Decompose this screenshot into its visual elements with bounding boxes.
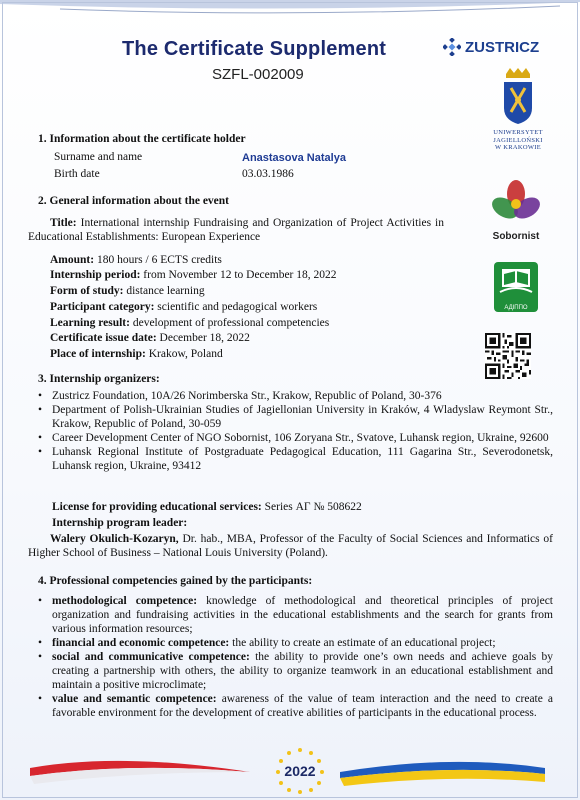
section-2-heading: 2. General information about the event: [38, 195, 230, 207]
category-value: scientific and pedagogical workers: [157, 301, 318, 313]
zustricz-brand-text: ZUSTRICZ: [465, 38, 540, 56]
period-label: Internship period:: [50, 269, 141, 281]
organizers-list: [36, 389, 553, 473]
period-value: from November 12 to December 18, 2022: [143, 269, 337, 281]
result-row: [50, 316, 329, 330]
section-3-heading: 3. Internship organizers:: [38, 373, 160, 385]
event-title-label: Title:: [50, 217, 77, 229]
form-value: distance learning: [126, 285, 205, 297]
organizer-item: • Luhansk Regional Institute of Postgraduate Pedagogical Education, 111 Gagarina Str., Severodonetsk, Luhansk region, Ukraine, 93412: [36, 445, 553, 473]
competency-text: the ability to create an estimate of an educational project;: [232, 637, 496, 649]
competency-label: methodological competence:: [52, 595, 198, 607]
result-value: development of professional competencies: [132, 317, 330, 329]
uj-name-line-1: UNIWERSYTET: [493, 129, 543, 136]
license-row: [52, 500, 362, 514]
surname-label: Surname and name: [54, 151, 143, 163]
form-label: Form of study:: [50, 285, 124, 297]
competency-item: [36, 692, 553, 720]
uj-name-line-3: W KRAKOWIE: [494, 144, 542, 151]
issue-date-row: [50, 331, 250, 345]
document-title: The Certificate Supplement: [122, 38, 387, 60]
year-label: 2022: [284, 763, 316, 779]
uj-name-line-2: JAGIELLOŃSKI: [493, 136, 543, 144]
result-label: Learning result:: [50, 317, 130, 329]
leader-label: [52, 516, 187, 530]
adippo-label: АДІППО: [504, 305, 528, 311]
form-row: [50, 284, 205, 298]
leader-paragraph: [28, 532, 553, 560]
organizer-item: • Department of Polish-Ukrainian Studies of Jagiellonian University in Kraków, 4 Wladyslaw Reymont Str., Krakow, Republic of Poland, 30-059: [36, 403, 553, 431]
amount-value: 180 hours / 6 ECTS credits: [96, 254, 222, 266]
birth-date-value: 03.03.1986: [242, 168, 294, 180]
competency-item: [36, 636, 553, 650]
event-title-text: International internship Fundraising and Organization of Project Activities in Educational Establishments: European Experience: [28, 217, 444, 243]
sobornist-emblem-icon: [491, 178, 541, 226]
place-value: Krakow, Poland: [148, 348, 223, 360]
category-label: Participant category:: [50, 301, 155, 313]
place-row: [50, 347, 223, 361]
competency-label: social and communicative competence:: [52, 651, 250, 663]
competency-text: the ability to provide one’s own needs and achieve goals by creating a partnership with others, the ability to organize teamwork in an educational establishment and maintain a positive microclimate;: [52, 651, 554, 691]
organizer-item: • Career Development Center of NGO Sobornist, 106 Zoryana Str., Svatove, Luhansk region, Ukraine, 92600: [36, 431, 553, 445]
competency-item: [36, 650, 553, 692]
competency-text: knowledge of methodological and theoretical principles of project organization and fundraising activities in the educational establishments and the search for grants from various information resources;: [52, 595, 553, 635]
sobornist-logo: [480, 178, 552, 242]
surname-value: Anastasova Natalya: [242, 152, 346, 164]
birth-date-label: Birth date: [54, 168, 100, 180]
period-row: [50, 268, 337, 282]
amount-row: [50, 253, 222, 267]
sobornist-label: Sobornist: [492, 231, 540, 242]
section-1-heading: 1. Information about the certificate holder: [38, 133, 246, 145]
competency-text: awareness of the value of team interaction and the need to create a favorable environment for the development of creative abilities of participants in the educational process.: [52, 693, 554, 719]
uj-crest-icon: [498, 68, 538, 124]
year-badge: [270, 746, 330, 794]
competency-label: financial and economic competence:: [52, 637, 230, 649]
competency-label: value and semantic competence:: [52, 693, 217, 705]
adippo-logo: [486, 262, 546, 323]
leader-label-text: Internship program leader:: [52, 517, 188, 529]
license-value: Series АГ № 508622: [264, 501, 362, 513]
leader-description: Dr. hab., MBA, Professor of the Faculty of Social Sciences and Informatics of Higher School of Business – National Louis University (Poland).: [28, 533, 554, 559]
issue-date-label: Certificate issue date:: [50, 332, 157, 344]
category-row: [50, 300, 317, 314]
certificate-code: SZFL-002009: [212, 66, 304, 83]
amount-label: Amount:: [50, 254, 95, 266]
section-4-heading: 4. Professional competencies gained by the participants:: [38, 575, 313, 587]
competency-item: [36, 594, 553, 636]
qr-code: [485, 333, 531, 379]
license-label: License for providing educational services:: [52, 501, 262, 513]
jagiellonian-university-logo: [486, 68, 550, 152]
zustricz-mark-icon: [443, 38, 461, 56]
leader-name: Walery Okulich-Kozaryn,: [50, 533, 179, 545]
event-title-paragraph: [28, 216, 444, 244]
competencies-list: [36, 594, 553, 720]
place-label: Place of internship:: [50, 348, 146, 360]
zustricz-logo: [443, 38, 539, 56]
organizer-item: • Zustricz Foundation, 10A/26 Norimberska Str., Krakow, Republic of Poland, 30-376: [36, 389, 553, 403]
issue-date-value: December 18, 2022: [159, 332, 250, 344]
